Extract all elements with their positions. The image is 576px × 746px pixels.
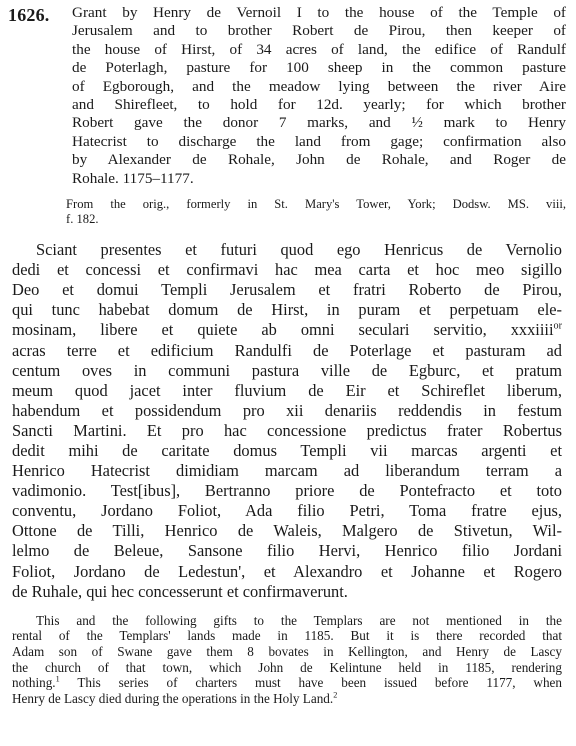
charter-line: Sciant presentes et futuri quod ego Henricus de Vernolio [36,240,562,260]
charter-line: centum oves in communi pastura ville de Egburc, et pratum [12,360,562,380]
notes-line-with-footnote [12,675,562,691]
charter-line: Henrico Hatecrist dimidiam marcam ad liberandum terram a [12,461,562,481]
charter-line: habendum et possidendum pro xii denariis reddendis in festum [12,400,562,420]
abstract-line: and Shirefleet, to hold for 12d. yearly; for which brother [72,96,566,114]
abstract-line: the house of Hirst, of 34 acres of land, the edifice of Randulf [72,40,566,58]
abstract-line: by Alexander de Rohale, John de Rohale, and Roger de [72,151,566,169]
ordinal-superscript: or [553,320,562,332]
abstract-line: de Poterlagh, pasture for 100 sheep in the common pasture [72,59,566,77]
charter-line-text: mosinam, libere et quiete ab omni seculari servitio, xxxiiii [12,320,554,340]
abstract-line: Jerusalem and to brother Robert de Pirou, then keeper of [72,22,566,40]
abstract-line: of Egborough, and the meadow lying between the river Aire [72,77,566,95]
notes-line: This and the following gifts to the Templars are not mentioned in the [36,612,562,628]
source-line: From the orig., formerly in St. Mary's Tower, York; Dodsw. MS. viii, [66,197,566,212]
notes-line: the church of that town, which John de Kelintune held in 1185, rendering [12,659,562,675]
charter-line: qui tunc habebat domum de Hirst, in puram et perpetuam ele- [12,300,562,320]
notes-line: Adam son of Swane gave them 8 bovates in Kellington, and Henry de Lascy [12,643,562,659]
charter-line: Sancti Martini. Et pro hac concessione predictus frater Robertus [12,420,562,440]
footnote-mark: 2 [333,690,338,700]
charter-line: de Ruhale, qui hec concesserunt et confirmaverunt. [12,581,348,601]
abstract-line: Rohale. 1175–1177. [72,169,194,187]
notes-line-with-footnote [12,691,562,707]
entry-number: 1626. [8,5,50,25]
charter-line: dedi et concessi et confirmavi hac mea carta et hoc meo sigillo [12,260,562,280]
source-citation [66,197,566,227]
charter-line: dedit mihi de caritate domus Templi vii marcas argenti et [12,441,562,460]
charter-text [12,240,562,602]
abstract-line: Hatecrist to discharge the land from gage; confirmation also [72,132,566,150]
notes-line-text: nothing.$^1$ This series of charters must have been issued before 1177, when [12,674,562,691]
charter-line: Deo et domui Templi Jerusalem et fratri Roberto de Pirou, [12,280,562,300]
charter-line: lelmo de Beleue, Sansone filio Hervi, Henrico filio Jordani [12,541,562,561]
charter-line: Ottone de Tilli, Henrico de Waleis, Malgero de Stivetun, Wil- [12,521,562,541]
charter-line: acras terre et edificium Randulfi de Poterlage et pasturam ad [12,340,562,360]
charter-entry [8,4,566,188]
notes-line: rental of the Templars' lands made in 1185. But it is there recorded that [12,628,562,644]
charter-line: meum quod jacet inter fluvium de Eir et Schireflet liberum, [12,380,562,400]
charter-line-with-superscript [12,320,562,340]
entry-abstract [72,4,566,188]
abstract-line: Robert gave the donor 7 marks, and ½ mark to Henry [72,114,566,132]
abstract-line: Grant by Henry de Vernoil I to the house of the Temple of [72,4,566,21]
editorial-notes [12,613,562,707]
charter-line: conventu, Jordano Foliot, Ada filio Petri, Toma fratre ejus, [12,501,562,521]
charter-line: Foliot, Jordano de Ledestun', et Alexandro et Johanne et Rogero [12,561,562,581]
charter-line: vadimonio. Test[ibus], Bertranno priore de Pontefracto et toto [12,481,562,501]
source-line: f. 182. [66,212,99,227]
notes-line-text: Henry de Lascy died during the operations in the Holy Land. [12,690,334,706]
footnote-mark: 1 [55,674,60,684]
